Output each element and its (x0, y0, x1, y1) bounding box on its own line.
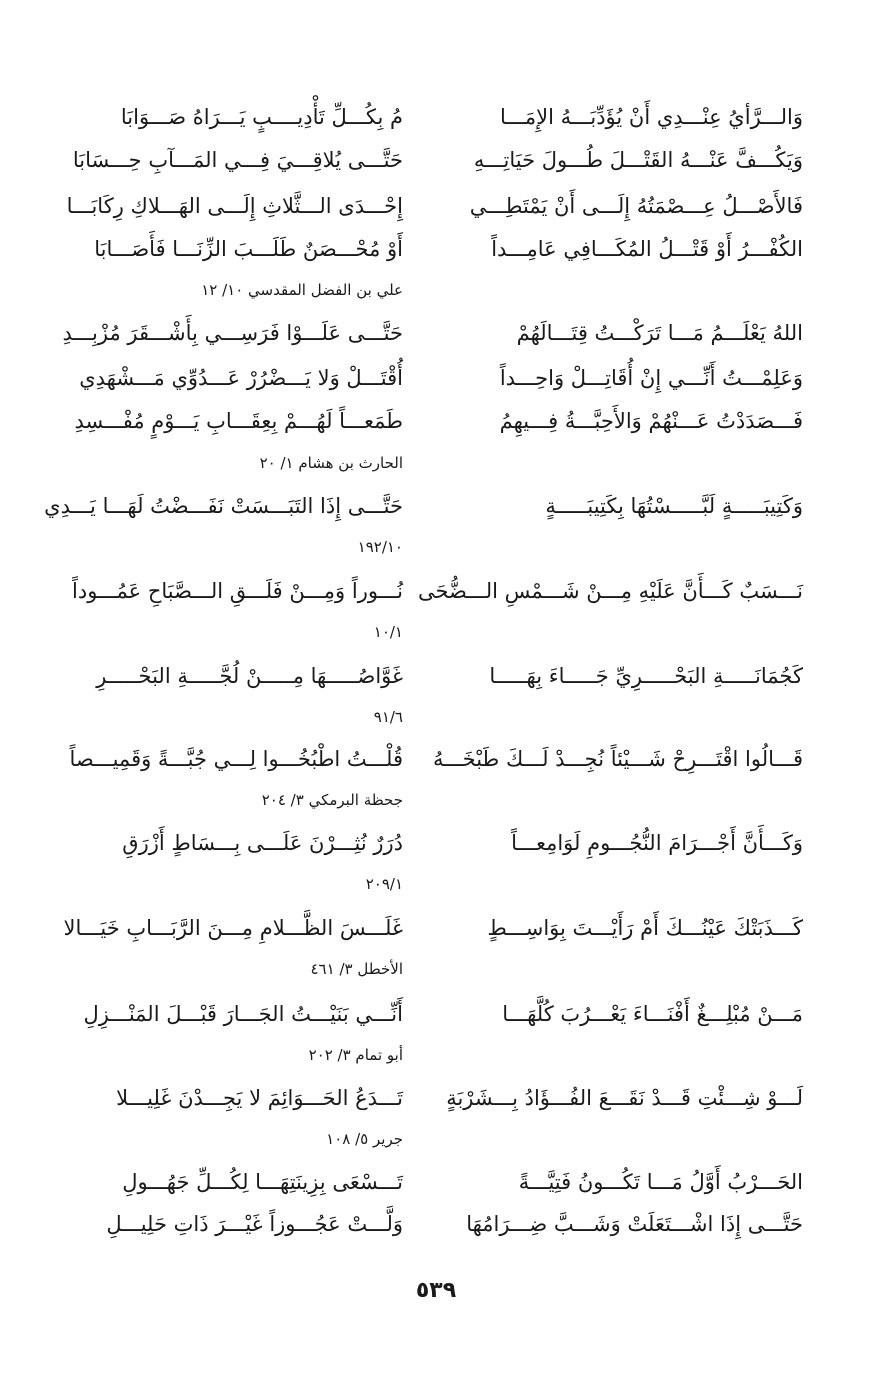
verse-second-hemistich: طَمَعـــاً لَهُـــمْ بِعِقَـــابِ يَـــوْمٍ مُفْـــسِدِ (74, 409, 403, 433)
verse-second-hemistich: غَلَـــسَ الظَّـــلامِ مِـــنَ الرَّبَـــابِ خَيَـــالا (63, 916, 403, 940)
verse-first-hemistich: كَجُمَانَـــــةِ البَحْـــــرِيِّ جَـــــاءَ بِهَـــــا (489, 664, 803, 688)
verse-first-hemistich: وَعَلِمْـــتُ أَنِّـــي إِنْ أُقَاتِـــلْ وَاحِـــداً (499, 366, 803, 390)
verse-first-hemistich: وَيَكُـــفَّ عَنْـــهُ القَتْـــلَ طُـــولَ حَيَاتِـــهِ (473, 148, 803, 172)
verse-line (0, 1204, 873, 1244)
citation: جحظة البرمكي ٣/ ٢٠٤ (261, 791, 403, 809)
citation: جرير ٥/ ١٠٨ (326, 1130, 403, 1148)
verse-second-hemistich: حَتَّـــى إِذَا التَبَـــسَتْ نَفَـــضْتُ لَهَـــا يَـــدِي (44, 494, 403, 518)
verse-first-hemistich: لَـــوْ شِـــئْتِ قَـــدْ نَقَـــعَ الفُـــؤَادُ بِـــشَرْبَةٍ (446, 1086, 803, 1110)
verse-line (0, 656, 873, 696)
citation: ٩١/٦ (373, 708, 403, 726)
verse-first-hemistich: كَـــذَبَتْكَ عَيْنُـــكَ أَمْ رَأَيْـــتَ بِوَاسِـــطٍ (487, 916, 803, 940)
verse-second-hemistich: مُ بِكُـــلِّ تَأْدِيــــبٍ يَـــرَاهُ صَـــوَابَا (120, 105, 403, 129)
verse-first-hemistich: الكُفْـــرُ أَوْ قَتْـــلُ المُكَـــافِي عَامِـــداً (491, 237, 803, 261)
verse-second-hemistich: حَتَّـــى عَلَـــوْا فَرَسِـــي بِأَشْـــقَرَ مُزْبِـــدِ (62, 321, 403, 345)
citation: ١٩٢/١٠ (357, 538, 403, 556)
verse-second-hemistich: دُرَرٌ نُثِـــرْنَ عَلَـــى بِـــسَاطٍ أَزْرَقِ (122, 831, 403, 855)
verse-second-hemistich: نُـــوراً وَمِـــنْ فَلَـــقِ الـــصَّبَاحِ عَمُـــوداً (72, 579, 403, 603)
page-number: ٥٣٩ (415, 1278, 457, 1303)
verse-second-hemistich: أَوْ مُحْـــصَنٌ طَلَـــبَ الزِّنَـــا فَأَصَـــابَا (94, 237, 403, 261)
verse-first-hemistich: وَالـــرَّأيُ عِنْـــدِي أَنْ يُؤَدِّبَـــهُ الإِمَـــا (500, 105, 803, 129)
verse-second-hemistich: أَنِّـــي بَنَيْـــتُ الجَـــارَ قَبْـــلَ المَنْـــزِلِ (83, 1002, 403, 1026)
citation: الحارث بن هشام ١/ ٢٠ (259, 454, 403, 472)
verse-line (0, 401, 873, 441)
citation: علي بن الفضل المقدسي ١٠/ ١٢ (201, 281, 403, 299)
verse-second-hemistich: تَـــدَعُ الحَـــوَائِمَ لا يَجِـــدْنَ غَلِيـــلا (116, 1086, 403, 1110)
verse-first-hemistich: وَكَـــأَنَّ أَجْـــرَامَ النُّجُـــومِ لَوَامِعـــاً (511, 831, 803, 855)
verse-line (0, 486, 873, 526)
verse-line (0, 1162, 873, 1202)
verse-second-hemistich: وَلَّـــتْ عَجُـــوزاً غَيْـــرَ ذَاتِ حَلِيـــلِ (106, 1212, 403, 1236)
verse-second-hemistich: أُقْتَـــلْ وَلا يَـــضْرُرْ عَـــدُوِّي مَـــشْهَدِي (79, 366, 403, 390)
verse-line (0, 313, 873, 353)
verse-line (0, 140, 873, 180)
verse-second-hemistich: تَـــسْعَى بِزِينَتِهَـــا لِكُـــلِّ جَهُـــولِ (122, 1170, 403, 1194)
verse-line (0, 739, 873, 779)
verse-first-hemistich: نَـــسَبٌ كَـــأَنَّ عَلَيْهِ مِـــنْ شَـــمْسِ الـــضُّحَى (417, 579, 803, 603)
verse-second-hemistich: قُلْـــتُ اطْبُخُـــوا لِـــي جُبَّـــةً وَقَمِيـــصاً (69, 747, 403, 771)
verse-second-hemistich: غَوَّاصُـــــهَا مِـــــنْ لُجَّـــــةِ البَحْـــــرِ (96, 664, 403, 688)
citation: ٢٠٩/١ (365, 875, 403, 893)
verse-second-hemistich: إِحْـــدَى الـــثَّلاثِ إِلَـــى الهَـــلاكِ رِكَابَـــا (66, 194, 403, 218)
verse-line (0, 358, 873, 398)
verse-first-hemistich: الحَـــرْبُ أَوَّلُ مَـــا تَكُـــونُ فَتِيَّـــةً (518, 1170, 803, 1194)
verse-line (0, 229, 873, 269)
verse-line (0, 994, 873, 1034)
verse-first-hemistich: اللهُ يَعْلَـــمُ مَـــا تَرَكْـــتُ قِتَـــالَهُمْ (516, 321, 803, 345)
verse-line (0, 186, 873, 226)
citation: أبو تمام ٣/ ٢٠٢ (308, 1046, 403, 1064)
verse-line (0, 571, 873, 611)
verse-first-hemistich: حَتَّـــى إِذَا اشْـــتَعَلَتْ وَشَـــبَّ ضِـــرَامُهَا (466, 1212, 803, 1236)
verse-first-hemistich: وَكَتِيبَـــــةٍ لَبَّـــــسْتُهَا بِكَتِيبَـــــةٍ (545, 494, 803, 518)
verse-line (0, 823, 873, 863)
citation: الأخطل ٣/ ٤٦١ (310, 960, 403, 978)
verse-second-hemistich: حَتَّـــى يُلاقِـــيَ فِـــي المَـــآبِ حِـــسَابَا (72, 148, 403, 172)
verse-first-hemistich: مَـــنْ مُبْلِـــغٌ أَفْنَـــاءَ يَعْـــرُبَ كُلَّهَـــا (502, 1002, 803, 1026)
verse-line (0, 908, 873, 948)
verse-line (0, 97, 873, 137)
citation: ١٠/١ (373, 623, 403, 641)
verse-first-hemistich: فَالأَصْـــلُ عِـــصْمَتُهُ إِلَـــى أَنْ يَمْتَطِـــي (469, 194, 803, 218)
verse-first-hemistich: قَـــالُوا اقْتَـــرِحْ شَـــيْئاً نُجِـــدْ لَـــكَ طَبْخَـــهُ (432, 747, 803, 771)
verse-line (0, 1078, 873, 1118)
verse-first-hemistich: فَـــصَدَدْتُ عَـــنْهُمْ وَالأَحِبَّـــةُ فِـــيهِمُ (499, 409, 803, 433)
